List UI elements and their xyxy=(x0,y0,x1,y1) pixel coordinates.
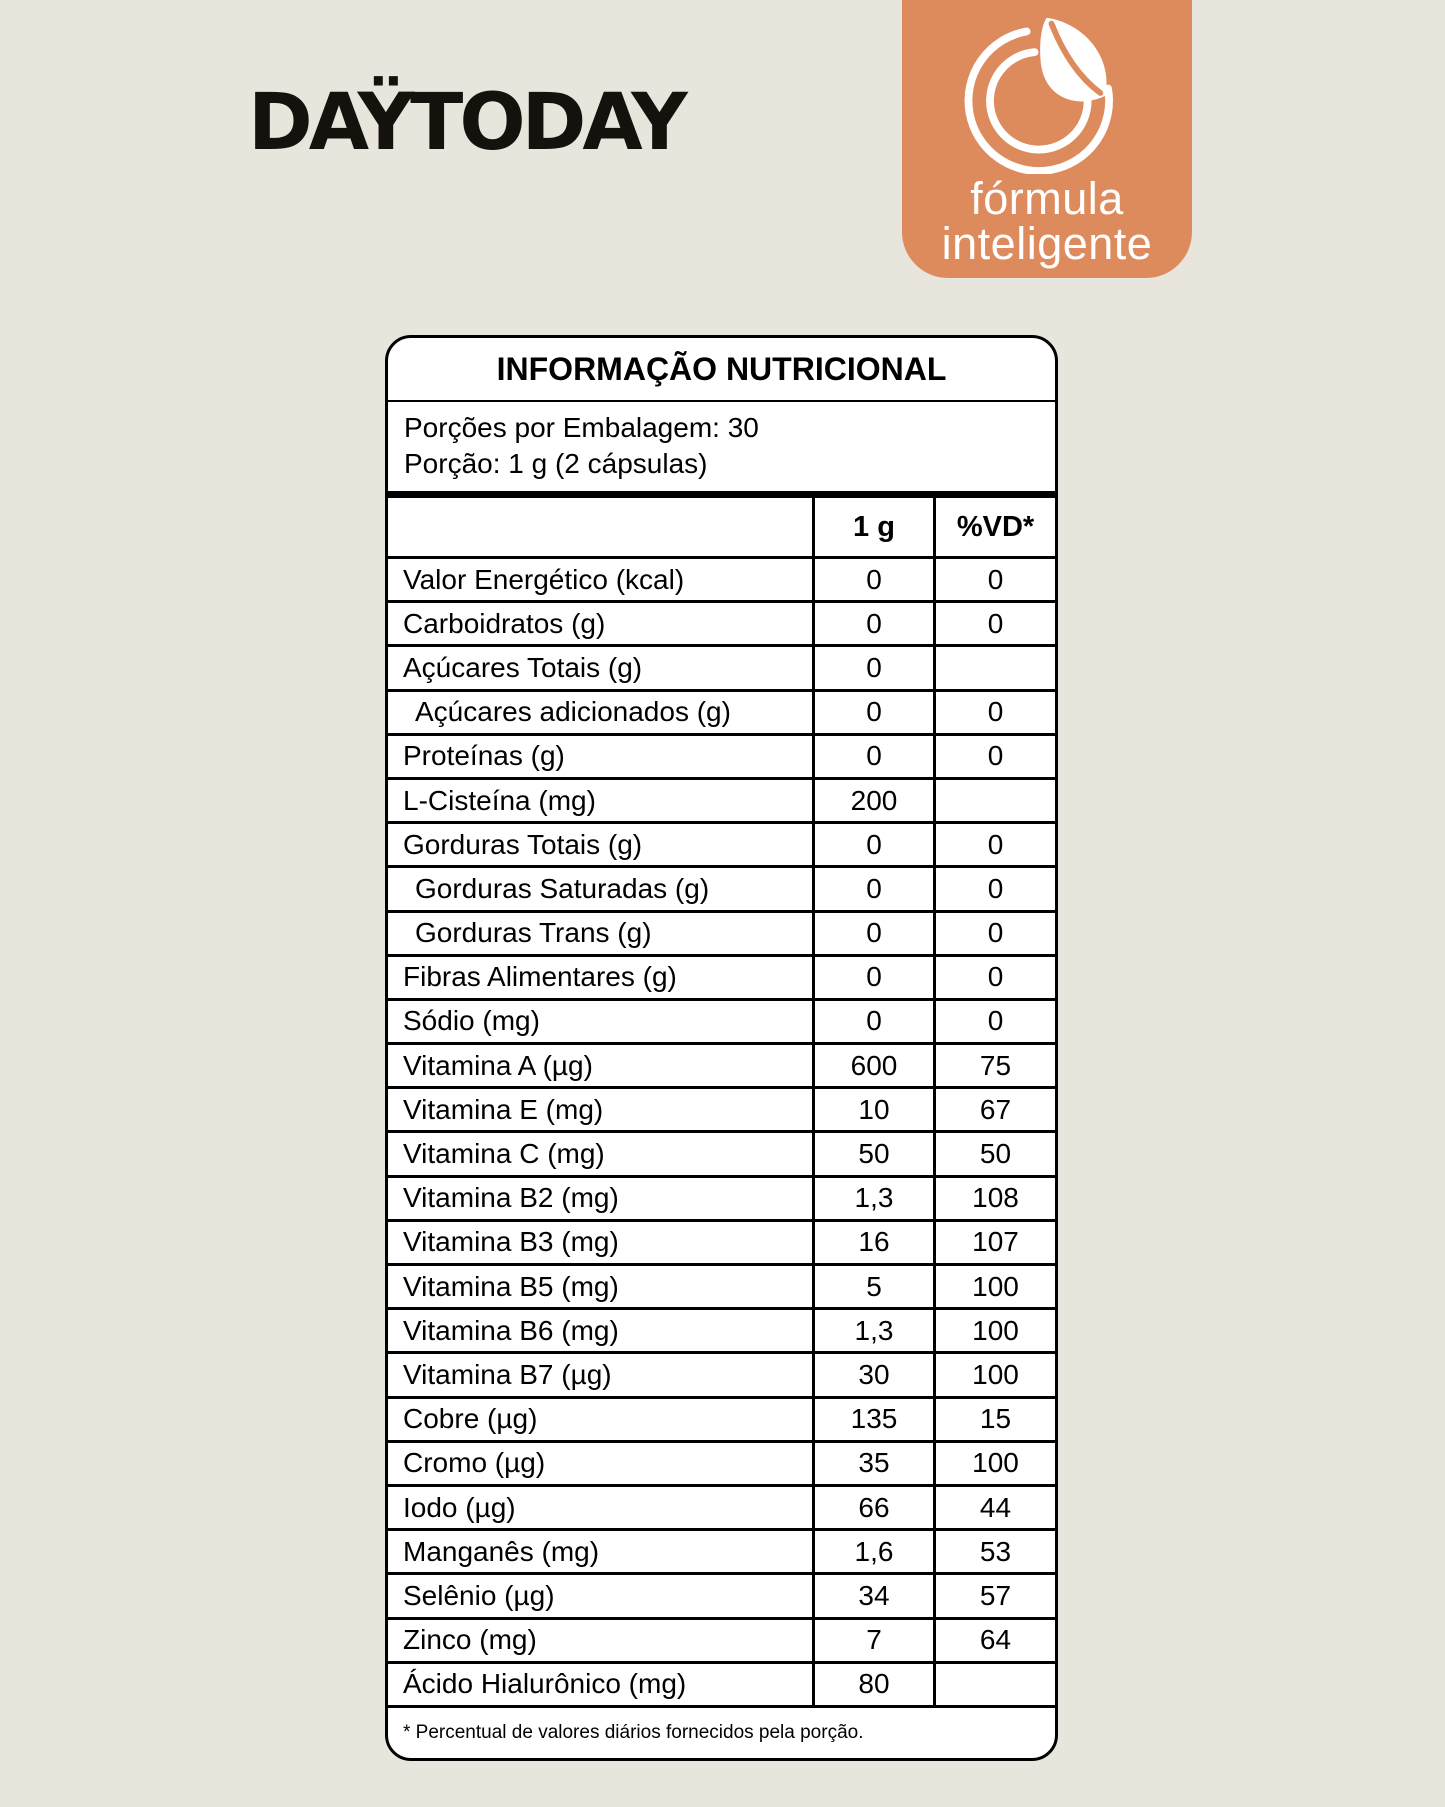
row-daily-value: 100 xyxy=(933,1266,1055,1307)
column-header-dv: %VD* xyxy=(933,498,1055,556)
row-daily-value: 100 xyxy=(933,1310,1055,1351)
row-daily-value: 0 xyxy=(933,1001,1055,1042)
table-row xyxy=(388,777,1055,821)
row-daily-value: 57 xyxy=(933,1575,1055,1616)
row-daily-value: 107 xyxy=(933,1222,1055,1263)
brand-logo: DAŸTODAY xyxy=(248,78,684,168)
column-header-empty xyxy=(388,498,812,556)
table-row xyxy=(388,1572,1055,1616)
row-daily-value: 100 xyxy=(933,1443,1055,1484)
row-label: Vitamina A (µg) xyxy=(403,1049,593,1081)
row-label: Fibras Alimentares (g) xyxy=(403,961,677,993)
row-label: Sódio (mg) xyxy=(403,1005,540,1037)
row-daily-value xyxy=(933,780,1055,821)
row-label: Gorduras Trans (g) xyxy=(415,917,652,949)
row-label: Iodo (µg) xyxy=(403,1491,516,1523)
row-daily-value: 50 xyxy=(933,1133,1055,1174)
table-row xyxy=(388,1351,1055,1395)
row-label: Cobre (µg) xyxy=(403,1403,538,1435)
row-amount: 16 xyxy=(812,1222,933,1263)
table-row xyxy=(388,1263,1055,1307)
row-amount: 1,6 xyxy=(812,1531,933,1572)
row-daily-value: 15 xyxy=(933,1399,1055,1440)
table-row xyxy=(388,910,1055,954)
row-label: Selênio (µg) xyxy=(403,1579,555,1611)
row-amount: 0 xyxy=(812,603,933,644)
row-daily-value: 0 xyxy=(933,868,1055,909)
table-row xyxy=(388,1042,1055,1086)
row-amount: 0 xyxy=(812,736,933,777)
row-amount: 200 xyxy=(812,780,933,821)
row-label: Vitamina B3 (mg) xyxy=(403,1226,619,1258)
row-daily-value: 0 xyxy=(933,824,1055,865)
row-daily-value: 64 xyxy=(933,1620,1055,1661)
row-daily-value: 0 xyxy=(933,736,1055,777)
nutrition-rows xyxy=(388,556,1055,1705)
row-label: Ácido Hialurônico (mg) xyxy=(403,1668,687,1700)
row-daily-value: 0 xyxy=(933,692,1055,733)
row-amount: 34 xyxy=(812,1575,933,1616)
row-daily-value: 75 xyxy=(933,1045,1055,1086)
row-daily-value xyxy=(933,647,1055,688)
table-row xyxy=(388,600,1055,644)
row-label: L-Cisteína (mg) xyxy=(403,784,596,816)
row-daily-value: 0 xyxy=(933,559,1055,600)
serving-info xyxy=(388,402,1055,498)
row-label: Carboidratos (g) xyxy=(403,607,606,639)
nutrition-table xyxy=(385,335,1058,1761)
column-header-amount: 1 g xyxy=(812,498,933,556)
row-amount: 0 xyxy=(812,647,933,688)
table-row xyxy=(388,998,1055,1042)
table-row xyxy=(388,1175,1055,1219)
row-label: Açúcares adicionados (g) xyxy=(415,696,731,728)
row-amount: 1,3 xyxy=(812,1178,933,1219)
table-row xyxy=(388,1219,1055,1263)
table-row xyxy=(388,689,1055,733)
row-daily-value: 0 xyxy=(933,913,1055,954)
row-label: Vitamina B2 (mg) xyxy=(403,1182,619,1214)
table-row xyxy=(388,1307,1055,1351)
table-row xyxy=(388,1440,1055,1484)
formula-inteligente-badge xyxy=(902,0,1192,278)
row-amount: 1,3 xyxy=(812,1310,933,1351)
row-amount: 50 xyxy=(812,1133,933,1174)
badge-text xyxy=(902,173,1192,269)
row-amount: 66 xyxy=(812,1487,933,1528)
row-amount: 0 xyxy=(812,868,933,909)
row-amount: 80 xyxy=(812,1664,933,1705)
row-label: Gorduras Totais (g) xyxy=(403,828,643,860)
row-label: Vitamina B6 (mg) xyxy=(403,1314,619,1346)
badge-text-line2: inteligente xyxy=(941,218,1153,269)
row-amount: 30 xyxy=(812,1354,933,1395)
table-column-header xyxy=(388,498,1055,556)
table-row xyxy=(388,1528,1055,1572)
row-label: Vitamina E (mg) xyxy=(403,1093,604,1125)
table-row xyxy=(388,1396,1055,1440)
row-amount: 0 xyxy=(812,824,933,865)
row-amount: 7 xyxy=(812,1620,933,1661)
table-row xyxy=(388,865,1055,909)
row-amount: 135 xyxy=(812,1399,933,1440)
table-row xyxy=(388,556,1055,600)
row-amount: 0 xyxy=(812,913,933,954)
row-amount: 0 xyxy=(812,692,933,733)
row-daily-value: 0 xyxy=(933,957,1055,998)
leaf-circle-icon xyxy=(961,8,1127,174)
table-row xyxy=(388,1661,1055,1705)
servings-per-package: Porções por Embalagem: 30 xyxy=(404,412,759,443)
table-row xyxy=(388,1484,1055,1528)
row-label: Gorduras Saturadas (g) xyxy=(415,872,710,904)
table-row xyxy=(388,954,1055,998)
row-daily-value: 100 xyxy=(933,1354,1055,1395)
row-amount: 0 xyxy=(812,1001,933,1042)
table-row xyxy=(388,733,1055,777)
row-label: Vitamina B5 (mg) xyxy=(403,1270,619,1302)
row-label: Vitamina C (mg) xyxy=(403,1138,605,1170)
table-row xyxy=(388,1086,1055,1130)
row-daily-value: 44 xyxy=(933,1487,1055,1528)
table-row xyxy=(388,1130,1055,1174)
row-label: Cromo (µg) xyxy=(403,1447,546,1479)
table-title: INFORMAÇÃO NUTRICIONAL xyxy=(388,338,1055,402)
row-label: Vitamina B7 (µg) xyxy=(403,1358,612,1390)
serving-size: Porção: 1 g (2 cápsulas) xyxy=(404,448,708,479)
row-label: Valor Energético (kcal) xyxy=(403,563,685,595)
badge-text-line1: fórmula xyxy=(970,173,1124,224)
row-label: Manganês (mg) xyxy=(403,1535,600,1567)
table-row xyxy=(388,644,1055,688)
table-row xyxy=(388,1617,1055,1661)
row-daily-value: 53 xyxy=(933,1531,1055,1572)
table-row xyxy=(388,821,1055,865)
row-amount: 10 xyxy=(812,1089,933,1130)
row-daily-value: 67 xyxy=(933,1089,1055,1130)
row-label: Proteínas (g) xyxy=(403,740,565,772)
row-daily-value: 108 xyxy=(933,1178,1055,1219)
row-amount: 35 xyxy=(812,1443,933,1484)
row-amount: 5 xyxy=(812,1266,933,1307)
row-label: Açúcares Totais (g) xyxy=(403,651,643,683)
row-amount: 0 xyxy=(812,559,933,600)
table-footnote: * Percentual de valores diários fornecidos pela porção. xyxy=(388,1705,1055,1758)
row-label: Zinco (mg) xyxy=(403,1624,537,1656)
row-daily-value: 0 xyxy=(933,603,1055,644)
row-daily-value xyxy=(933,1664,1055,1705)
row-amount: 0 xyxy=(812,957,933,998)
row-amount: 600 xyxy=(812,1045,933,1086)
